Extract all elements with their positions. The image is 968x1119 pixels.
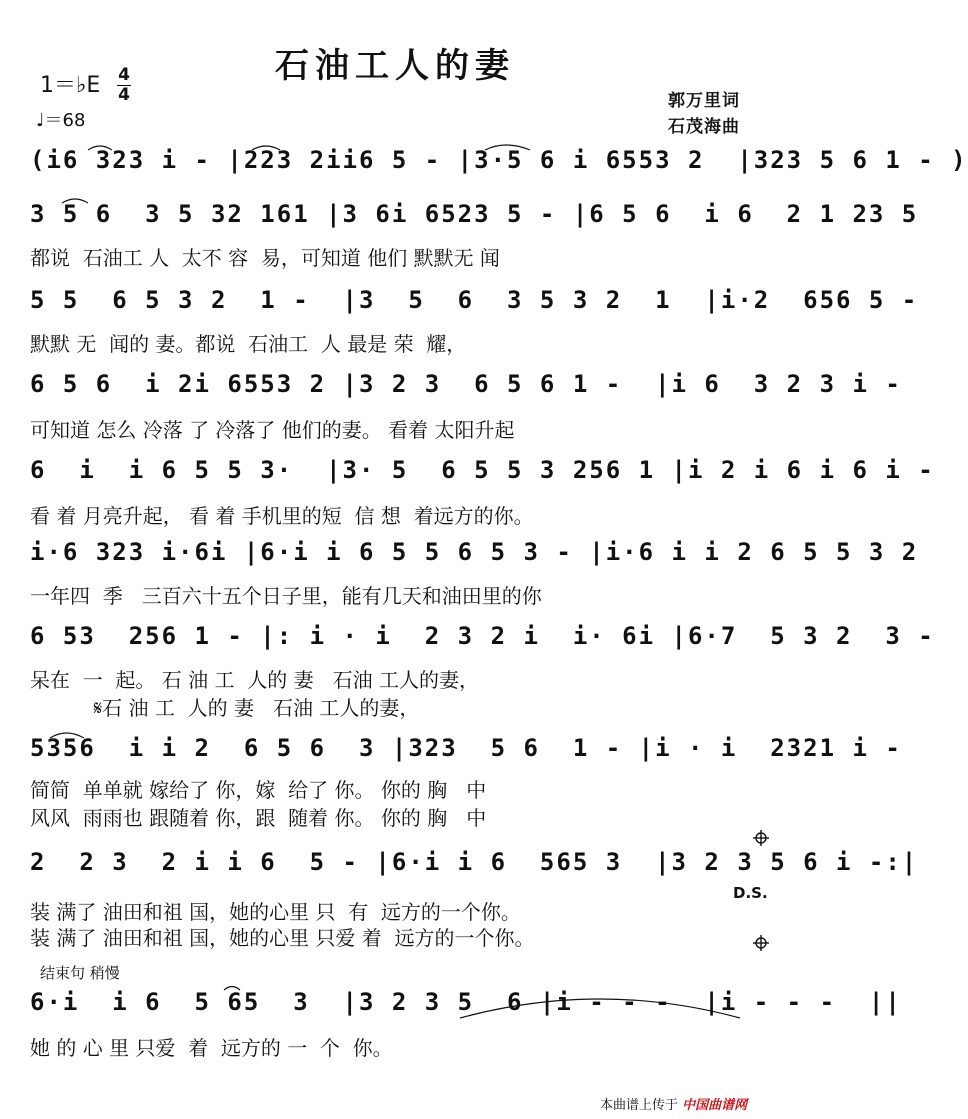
notation-line: 6·i i 6 5 65 3 |3 2 3 5 6 |i - - - |i - - - || [30,988,902,1016]
lyric-line: 装 满了 油田和祖 国，她的心里 只 有 远方的一个你。 [30,900,521,924]
ds-mark: D.S. [733,884,768,902]
lyric-line: 呆在 一 起。 石 油 工 人的 妻 石油 工人的妻， [30,668,480,692]
notation-line: 6 53 256 1 - |: i · i 2 3 2 i i· 6i |6·7 5 3 2 3 - [30,622,935,650]
notation-line: 6 5 6 i 2i 6553 2 |3 2 3 6 5 6 1 - |i 6 3 2 3 i - [30,370,902,398]
notation-line: 5356 i i 2 6 5 6 3 |323 5 6 1 - |i · i 2321 i - [30,734,902,762]
notation-line: 6 i i 6 5 5 3· |3· 5 6 5 5 3 256 1 |i 2 i 6 i 6 i - [30,456,935,484]
lyric-line: 看 着 月亮升起， 看 着 手机里的短 信 想 着远方的你。 [30,504,534,528]
coda-sign-icon [753,935,769,951]
meter-bottom: 4 [118,85,130,105]
lyric-line: 可知道 怎么 冷落 了 冷落了 他们的妻。 看着 太阳升起 [30,418,515,442]
notation-line: 3 5 6 3 5 32 161 |3 6i 6523 5 - |6 5 6 i 6 2 1 23 5 [30,200,919,228]
notation-line: i·6 323 i·6i |6·i i 6 5 5 6 5 3 - |i·6 i i 2 6 5 5 3 2 [30,538,919,566]
lyric-line: 默默 无 闻的 妻。都说 石油工 人 最是 荣 耀， [30,332,467,356]
site-footer [600,1094,747,1113]
tempo-mark: ♩＝68 [36,110,86,131]
lyric-line: 𝄋石 油 工 人的 妻 石油 工人的妻， [30,696,420,720]
notation-line: 2 2 3 2 i i 6 5 - |6·i i 6 565 3 |3 2 3 5 6 i -:| [30,848,919,876]
coda-sign-icon [753,830,769,846]
lyricist-credit: 郭万里词 [668,91,740,111]
lyric-line: 风风 雨雨也 跟随着 你，跟 随着 你。 你的 胸 中 [30,806,487,830]
song-title: 石油工人的妻 [275,46,515,86]
lyric-line: 一年四 季 三百六十五个日子里，能有几天和油田里的你 [30,584,542,608]
lyric-line: 她 的 心 里 只爱 着 远方的 一 个 你。 [30,1036,393,1060]
site-logo[interactable]: 中国曲谱网 [682,1098,748,1113]
notation-line: (i6 323 i - |223 2ii6 5 - |3·5 6 i 6553 2 |323 5 6 1 - ) [30,146,968,174]
meter-top: 4 [118,65,130,85]
lyric-line: 装 满了 油田和祖 国，她的心里 只爱 着 远方的一个你。 [30,926,535,950]
notation-line: 5 5 6 5 3 2 1 - |3 5 6 3 5 3 2 1 |i·2 656 5 - [30,286,919,314]
time-signature [116,66,132,105]
footer-text: 本曲谱上传于 [600,1098,679,1113]
lyric-line: 简简 单单就 嫁给了 你，嫁 给了 你。 你的 胸 中 [30,778,487,802]
lyric-line: 都说 石油工 人 太不 容 易，可知道 他们 默默无 闻 [30,246,500,270]
key-signature: 1＝♭E [40,73,101,98]
composer-credit: 石茂海曲 [668,117,740,137]
ending-marking: 结束句 稍慢 [40,964,120,982]
